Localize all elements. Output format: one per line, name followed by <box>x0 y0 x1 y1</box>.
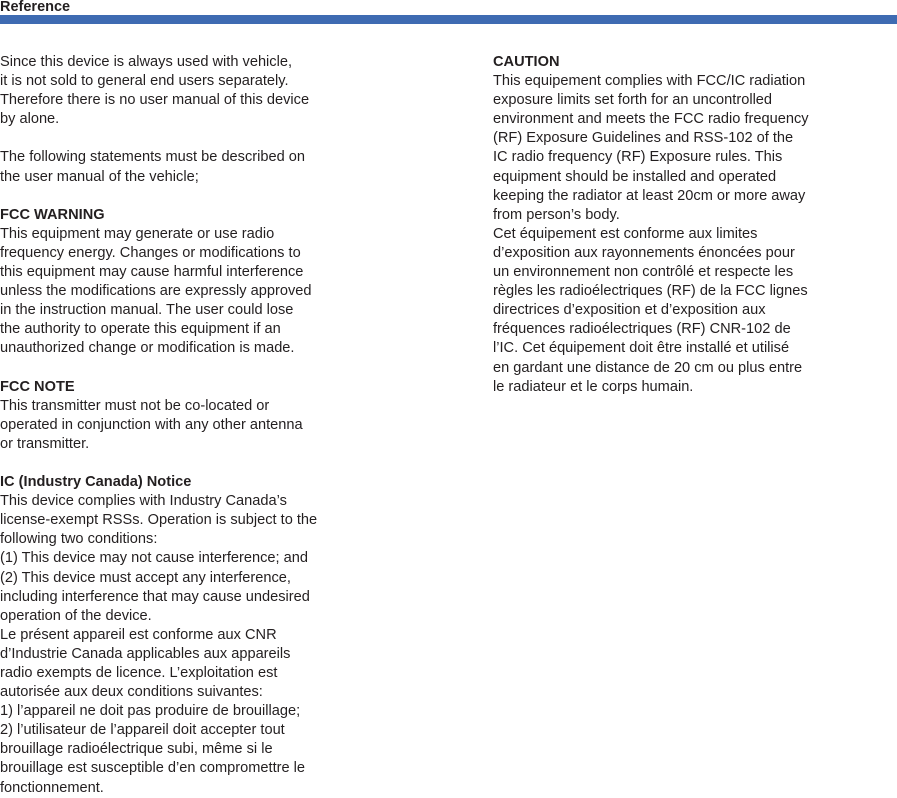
text-line: (2) This device must accept any interference, <box>0 569 291 586</box>
header-bar <box>0 15 897 24</box>
text-line: environment and meets the FCC radio frequency <box>493 111 809 128</box>
text-line: Cet équipement est conforme aux limites <box>493 225 758 242</box>
text-line: un environnement non contrôlé et respecte les <box>493 264 794 281</box>
text-line: l’IC. Cet équipement doit être installé et utilisé <box>493 340 790 357</box>
fcc-note-heading: FCC NOTE <box>0 378 75 395</box>
text-line: unless the modifications are expressly approved <box>0 283 312 300</box>
text-line: 2) l’utilisateur de l’appareil doit accepter tout <box>0 722 285 739</box>
text-line: (1) This device may not cause interference; and <box>0 550 308 567</box>
text-line: Le présent appareil est conforme aux CNR <box>0 626 277 643</box>
page-title: Reference <box>0 0 71 15</box>
text-line: radio exempts de licence. L’exploitation est <box>0 665 278 681</box>
text-line: frequency energy. Changes or modifications to <box>0 244 301 261</box>
text-line: This device complies with Industry Canada’s <box>0 493 287 510</box>
text-line: IC radio frequency (RF) Exposure rules. This <box>493 149 783 166</box>
text-line: exposure limits set forth for an uncontrolled <box>493 92 773 109</box>
text-line: en gardant une distance de 20 cm ou plus entre <box>493 359 803 376</box>
text-line: the authority to operate this equipment if an <box>0 321 281 338</box>
text-line: le radiateur et le corps humain. <box>493 378 694 395</box>
text-line: This transmitter must not be co-located or <box>0 397 270 414</box>
text-line: the user manual of the vehicle; <box>0 168 199 185</box>
statement-note-paragraph <box>0 148 360 186</box>
text-line: brouillage est susceptible d’en compromettre le <box>0 760 306 777</box>
fcc-warning-section <box>0 206 360 359</box>
text-line: from person’s body. <box>493 206 620 223</box>
text-line: brouillage radioélectrique subi, même si le <box>0 741 273 758</box>
text-line: operation of the device. <box>0 607 152 624</box>
text-line: it is not sold to general end users separately. <box>0 73 289 90</box>
ic-notice-section <box>0 473 360 798</box>
text-line: fonctionnement. <box>0 779 104 796</box>
intro-paragraph <box>0 53 360 129</box>
text-line: in the instruction manual. The user could lose <box>0 302 294 319</box>
text-line: This equipment may generate or use radio <box>0 225 275 242</box>
text-line: following two conditions: <box>0 531 158 548</box>
text-line: operated in conjunction with any other antenna <box>0 416 303 433</box>
caution-heading: CAUTION <box>493 54 560 70</box>
text-line: unauthorized change or modification is made. <box>0 340 295 357</box>
text-line: by alone. <box>0 111 60 128</box>
caution-section <box>493 53 853 397</box>
text-line: (RF) Exposure Guidelines and RSS-102 of the <box>493 130 794 147</box>
ic-notice-heading: IC (Industry Canada) Notice <box>0 474 192 491</box>
text-line: Since this device is always used with vehicle, <box>0 54 293 70</box>
text-line: règles les radioélectriques (RF) de la FCC lignes <box>493 283 808 300</box>
text-line: keeping the radiator at least 20cm or more away <box>493 187 806 204</box>
text-line: equipment should be installed and operated <box>493 168 777 185</box>
text-line: directrices d’exposition et d’exposition aux <box>493 302 766 319</box>
text-line: Therefore there is no user manual of this device <box>0 92 310 109</box>
text-line: fréquences radioélectriques (RF) CNR-102 de <box>493 321 791 338</box>
text-line: license-exempt RSSs. Operation is subject to the <box>0 512 318 529</box>
text-line: This equipement complies with FCC/IC radiation <box>493 73 806 90</box>
text-line: this equipment may cause harmful interference <box>0 264 304 281</box>
text-line: or transmitter. <box>0 435 90 452</box>
text-line: 1) l’appareil ne doit pas produire de brouillage; <box>0 703 301 720</box>
text-line: autorisée aux deux conditions suivantes: <box>0 684 263 701</box>
fcc-warning-heading: FCC WARNING <box>0 206 105 223</box>
right-column <box>493 53 853 397</box>
fcc-note-section <box>0 378 360 454</box>
text-line: d’exposition aux rayonnements énoncées pour <box>493 244 795 261</box>
left-column <box>0 53 360 798</box>
text-line: including interference that may cause undesired <box>0 588 310 605</box>
text-line: The following statements must be described on <box>0 149 306 166</box>
text-line: d’Industrie Canada applicables aux appareils <box>0 645 291 662</box>
